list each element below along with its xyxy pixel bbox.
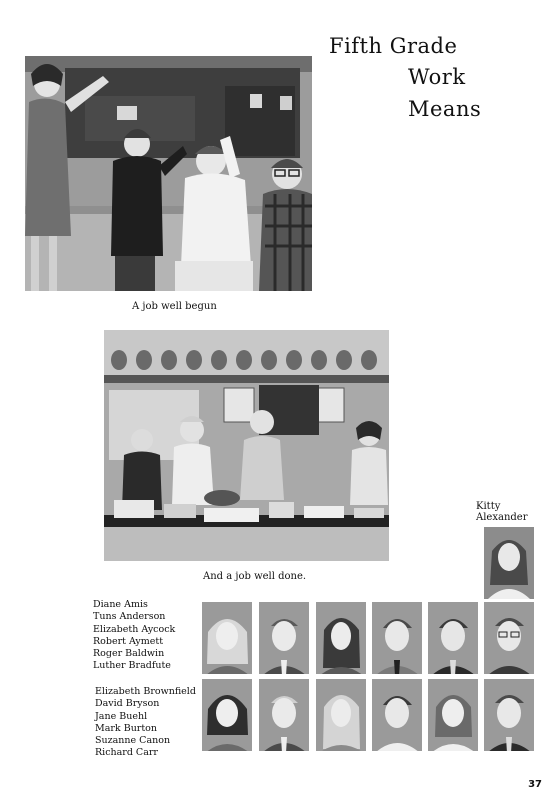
student-portrait [316,679,366,751]
student-portrait [316,602,366,674]
list-item: Elizabeth Aycock [93,623,176,635]
page-title-line-3: Means [408,97,482,121]
student-portrait [372,679,422,751]
list-item: Richard Carr [95,747,158,759]
student-portrait [428,602,478,674]
student-portrait [202,602,252,674]
list-item: Diane Amis [93,599,148,610]
list-item: Luther Bradfute [93,660,171,672]
student-portrait [259,602,309,674]
student-portrait [484,602,534,674]
list-item: Tuns Anderson [93,611,166,623]
row-2-name-list [95,686,196,760]
page-number: 37 [528,779,542,790]
student-portrait [428,679,478,751]
featured-student-portrait [484,527,534,599]
list-item: Mark Burton [95,722,158,734]
photo-1-caption: A job well begun [132,301,217,312]
list-item: Jane Buehl [95,710,148,722]
list-item: Suzanne Canon [95,735,171,747]
page-title-line-2: Work [408,65,466,89]
featured-student-name: Kitty Alexander [476,501,528,523]
page-title-line-1: Fifth Grade [329,34,458,58]
list-item: Robert Aymett [93,635,164,647]
student-portrait [259,679,309,751]
student-portrait [484,679,534,751]
student-portrait [202,679,252,751]
student-portrait [372,602,422,674]
list-item: Elizabeth Brownfield [95,686,196,697]
photo-2-caption: And a job well done. [203,571,307,582]
list-item: David Bryson [95,698,160,710]
classroom-photo-1 [25,56,312,291]
row-1-name-list [93,599,175,673]
classroom-photo-2 [104,330,389,561]
list-item: Roger Baldwin [93,648,165,660]
